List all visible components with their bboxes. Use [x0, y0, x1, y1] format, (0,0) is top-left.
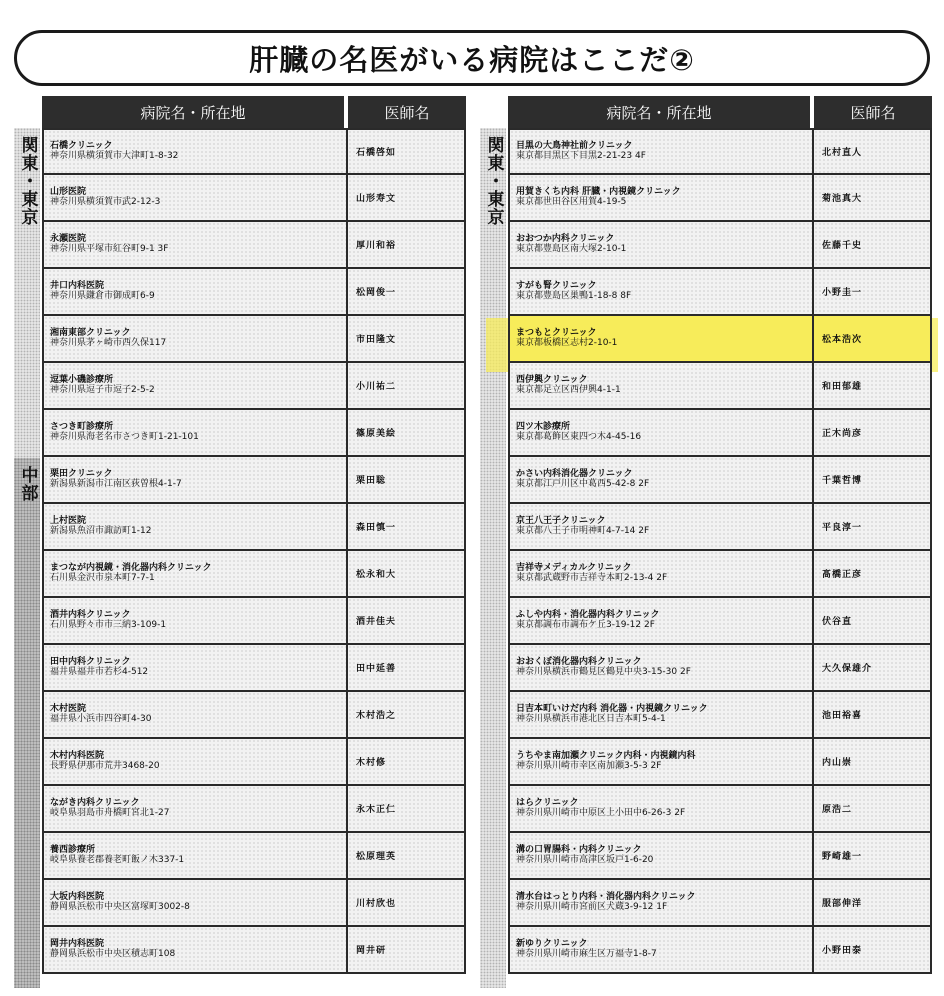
hospital-address: 神奈川県川崎市中原区上小田中6-26-3 2F: [516, 808, 686, 819]
hospital-name: 山形医院: [50, 186, 87, 197]
table-row: [42, 927, 466, 974]
hospital-name: 湘南東部クリニック: [50, 327, 131, 338]
hospital-address: 新潟県魚沼市諏訪町1-12: [50, 526, 152, 537]
title-banner: [14, 30, 930, 86]
hospital-cell: [42, 786, 348, 831]
doctor-name: 石橋啓如: [348, 130, 466, 173]
table-row: [42, 833, 466, 880]
hospital-name: 清水台はっとり内科・消化器内科クリニック: [516, 891, 696, 902]
doctor-name: 内山崇: [814, 739, 932, 784]
doctor-name: 大久保雄介: [814, 645, 932, 690]
table-row: [508, 880, 932, 927]
table-row: [42, 786, 466, 833]
hospital-cell: [508, 739, 814, 784]
hospital-cell: [42, 927, 348, 972]
hospital-cell: [42, 880, 348, 925]
table-row: [42, 269, 466, 316]
hospital-name: 目黒の大鳥神社前クリニック: [516, 140, 633, 151]
hospital-address: 静岡県浜松市中央区富塚町3002-8: [50, 902, 190, 913]
hospital-cell: [42, 175, 348, 220]
table-row: [508, 598, 932, 645]
region-label-kanto-right: 関東・東京: [483, 136, 504, 226]
hospital-address: 神奈川県逗子市逗子2-5-2: [50, 385, 155, 396]
hospital-name: 上村医院: [50, 515, 87, 526]
hospital-name: 溝の口胃腸科・内科クリニック: [516, 844, 642, 855]
hospital-name: 大坂内科医院: [50, 891, 105, 902]
hospital-name: まつなが内視鏡・消化器内科クリニック: [50, 562, 212, 573]
doctor-name: 酒井佳夫: [348, 598, 466, 643]
doctor-name: 岡井研: [348, 927, 466, 972]
doctor-name: 髙橋正彦: [814, 551, 932, 596]
table-row: [42, 457, 466, 504]
hospital-cell: [508, 598, 814, 643]
hospital-address: 石川県野々市市三納3-109-1: [50, 620, 167, 631]
hospital-name: おおくぼ消化器内科クリニック: [516, 656, 642, 667]
left-hospital-table: [42, 96, 466, 974]
hospital-address: 岐阜県養老郡養老町飯ノ木337-1: [50, 855, 185, 866]
table-row: [508, 692, 932, 739]
hospital-cell: [42, 551, 348, 596]
hospital-address: 神奈川県鎌倉市御成町6-9: [50, 291, 155, 302]
hospital-cell: [508, 551, 814, 596]
hospital-cell: [508, 363, 814, 408]
table-row: [42, 222, 466, 269]
hospital-name: 田中内科クリニック: [50, 656, 131, 667]
table-row: [42, 410, 466, 457]
right-table-header: [508, 96, 932, 128]
hospital-cell: [508, 410, 814, 455]
hospital-address: 岐阜県羽島市舟橋町宮北1-27: [50, 808, 170, 819]
hospital-name: 吉祥寺メディカルクリニック: [516, 562, 632, 573]
hospital-address: 東京都板橋区志村2-10-1: [516, 338, 618, 349]
hospital-address: 東京都葛飾区東四つ木4-45-16: [516, 432, 642, 443]
doctor-name: 松岡俊一: [348, 269, 466, 314]
hospital-cell: [42, 504, 348, 549]
hospital-cell: [42, 130, 348, 173]
region-marker-kanto-right: [480, 128, 506, 988]
hospital-cell: [42, 692, 348, 737]
hospital-cell: [508, 692, 814, 737]
hospital-name: 新ゆりクリニック: [516, 938, 588, 949]
hospital-cell: [42, 222, 348, 267]
table-row: [508, 645, 932, 692]
doctor-name: 松原理英: [348, 833, 466, 878]
hospital-address: 神奈川県横須賀市武2-12-3: [50, 197, 161, 208]
hospital-cell: [508, 786, 814, 831]
table-row: [42, 128, 466, 175]
table-row: [508, 128, 932, 175]
hospital-name: 木村内科医院: [50, 750, 105, 761]
hospital-cell: [42, 833, 348, 878]
left-header-doctor: 医師名: [348, 96, 466, 128]
right-header-doctor: 医師名: [814, 96, 932, 128]
doctor-name: 木村修: [348, 739, 466, 784]
hospital-name: 京王八王子クリニック: [516, 515, 606, 526]
doctor-name: 千葉哲博: [814, 457, 932, 502]
region-label-kanto-left: 関東・東京: [17, 136, 38, 226]
hospital-address: 神奈川県川崎市高津区坂戸1-6-20: [516, 855, 654, 866]
table-row: [42, 316, 466, 363]
hospital-cell: [42, 457, 348, 502]
table-row: [42, 363, 466, 410]
hospital-cell: [42, 410, 348, 455]
hospital-address: 東京都調布市調布ケ丘3-19-12 2F: [516, 620, 655, 631]
hospital-name: さつき町診療所: [50, 421, 114, 432]
hospital-cell: [508, 645, 814, 690]
doctor-name: 市田隆文: [348, 316, 466, 361]
hospital-name: はらクリニック: [516, 797, 579, 808]
hospital-address: 神奈川県横須賀市大津町1-8-32: [50, 151, 179, 162]
hospital-cell: [42, 269, 348, 314]
table-row: [508, 316, 932, 363]
hospital-cell: [42, 363, 348, 408]
hospital-cell: [508, 880, 814, 925]
hospital-address: 神奈川県川崎市幸区南加瀬3-5-3 2F: [516, 761, 662, 772]
hospital-address: 神奈川県横浜市鶴見区鶴見中央3-15-30 2F: [516, 667, 691, 678]
hospital-name: 永瀬医院: [50, 233, 87, 244]
doctor-name: 森田慎一: [348, 504, 466, 549]
hospital-name: 逗葉小磯診療所: [50, 374, 114, 385]
page-title: 肝臓の名医がいる病院はここだ②: [249, 42, 695, 77]
doctor-name: 菊池真大: [814, 175, 932, 220]
table-row: [42, 739, 466, 786]
doctor-name: 栗田聡: [348, 457, 466, 502]
doctor-name: 原浩二: [814, 786, 932, 831]
left-table-body: [42, 128, 466, 974]
doctor-name: 永木正仁: [348, 786, 466, 831]
doctor-name: 野崎雄一: [814, 833, 932, 878]
doctor-name: 北村直人: [814, 130, 932, 173]
region-marker-kanto-left: [14, 128, 40, 458]
hospital-address: 東京都八王子市明神町4-7-14 2F: [516, 526, 650, 537]
hospital-name: 四ツ木診療所: [516, 421, 571, 432]
hospital-name: 栗田クリニック: [50, 468, 113, 479]
table-row: [508, 739, 932, 786]
table-row: [508, 363, 932, 410]
table-row: [42, 504, 466, 551]
table-row: [508, 833, 932, 880]
doctor-name: 伏谷直: [814, 598, 932, 643]
hospital-cell: [42, 598, 348, 643]
table-row: [508, 551, 932, 598]
right-table-body: [508, 128, 932, 974]
table-row: [42, 692, 466, 739]
hospital-name: 酒井内科クリニック: [50, 609, 131, 620]
hospital-name: 木村医院: [50, 703, 87, 714]
table-row: [508, 175, 932, 222]
hospital-name: 養西診療所: [50, 844, 96, 855]
hospital-name: 日吉本町いけだ内科 消化器・内視鏡クリニック: [516, 703, 708, 714]
hospital-name: ふしや内科・消化器内科クリニック: [516, 609, 660, 620]
doctor-name: 池田裕喜: [814, 692, 932, 737]
table-row: [42, 598, 466, 645]
hospital-cell: [508, 175, 814, 220]
hospital-address: 神奈川県川崎市麻生区万福寺1-8-7: [516, 949, 657, 960]
hospital-name: 用賀きくち内科 肝臓・内視鏡クリニック: [516, 186, 681, 197]
hospital-address: 東京都世田谷区用賀4-19-5: [516, 197, 627, 208]
hospital-address: 石川県金沢市泉本町7-7-1: [50, 573, 155, 584]
doctor-name: 平良淳一: [814, 504, 932, 549]
hospital-cell: [508, 269, 814, 314]
hospital-address: 静岡県浜松市中央区積志町108: [50, 949, 176, 960]
hospital-name: おおつか内科クリニック: [516, 233, 615, 244]
hospital-address: 神奈川県海老名市さつき町1-21-101: [50, 432, 199, 443]
hospital-cell: [42, 645, 348, 690]
left-header-hospital: 病院名・所在地: [42, 96, 348, 128]
hospital-name: まつもとクリニック: [516, 327, 597, 338]
hospital-address: 東京都江戸川区中葛西5-42-8 2F: [516, 479, 650, 490]
table-row: [508, 504, 932, 551]
hospital-cell: [508, 457, 814, 502]
doctor-name: 松本浩次: [814, 316, 932, 361]
doctor-name: 山形寿文: [348, 175, 466, 220]
doctor-name: 和田郁雄: [814, 363, 932, 408]
hospital-address: 東京都武蔵野市吉祥寺本町2-13-4 2F: [516, 573, 668, 584]
hospital-address: 福井県福井市若杉4-512: [50, 667, 149, 678]
hospital-name: うちやま南加瀬クリニック内科・内視鏡内科: [516, 750, 696, 761]
table-row: [508, 786, 932, 833]
table-row: [42, 551, 466, 598]
hospital-address: 福井県小浜市四谷町4-30: [50, 714, 152, 725]
table-row: [42, 175, 466, 222]
doctor-name: 篠原美絵: [348, 410, 466, 455]
region-label-chubu: 中部: [17, 466, 38, 502]
doctor-name: 田中延善: [348, 645, 466, 690]
doctor-name: 小野圭一: [814, 269, 932, 314]
table-row: [508, 457, 932, 504]
hospital-address: 神奈川県川崎市宮前区犬蔵3-9-12 1F: [516, 902, 668, 913]
region-marker-chubu: [14, 458, 40, 988]
doctor-name: 川村欣也: [348, 880, 466, 925]
hospital-name: 石橋クリニック: [50, 140, 113, 151]
hospital-cell: [508, 833, 814, 878]
hospital-cell: [508, 130, 814, 173]
table-row: [42, 880, 466, 927]
hospital-cell: [42, 739, 348, 784]
hospital-cell: [42, 316, 348, 361]
hospital-name: かさい内科消化器クリニック: [516, 468, 633, 479]
hospital-cell: [508, 316, 814, 361]
hospital-address: 東京都豊島区巣鴨1-18-8 8F: [516, 291, 632, 302]
doctor-name: 小野田泰: [814, 927, 932, 972]
hospital-address: 東京都足立区西伊興4-1-1: [516, 385, 621, 396]
right-header-hospital: 病院名・所在地: [508, 96, 814, 128]
hospital-address: 新潟県新潟市江南区荻曽根4-1-7: [50, 479, 182, 490]
hospital-address: 長野県伊那市荒井3468-20: [50, 761, 160, 772]
hospital-name: すがも腎クリニック: [516, 280, 597, 291]
hospital-cell: [508, 927, 814, 972]
right-hospital-table: [508, 96, 932, 974]
doctor-name: 正木尚彦: [814, 410, 932, 455]
doctor-name: 木村浩之: [348, 692, 466, 737]
doctor-name: 厚川和裕: [348, 222, 466, 267]
doctor-name: 松永和大: [348, 551, 466, 596]
hospital-cell: [508, 222, 814, 267]
table-row: [508, 927, 932, 974]
hospital-name: 井口内科医院: [50, 280, 105, 291]
doctor-name: 佐藤千史: [814, 222, 932, 267]
hospital-address: 神奈川県平塚市紅谷町9-1 3F: [50, 244, 169, 255]
table-row: [508, 410, 932, 457]
hospital-name: 西伊興クリニック: [516, 374, 588, 385]
hospital-cell: [508, 504, 814, 549]
hospital-address: 神奈川県横浜市港北区日吉本町5-4-1: [516, 714, 666, 725]
doctor-name: 服部伸洋: [814, 880, 932, 925]
doctor-name: 小川祐二: [348, 363, 466, 408]
hospital-name: 岡井内科医院: [50, 938, 105, 949]
table-row: [42, 645, 466, 692]
table-row: [508, 269, 932, 316]
hospital-address: 東京都目黒区下目黒2-21-23 4F: [516, 151, 646, 162]
table-row: [508, 222, 932, 269]
left-table-header: [42, 96, 466, 128]
hospital-address: 神奈川県茅ヶ崎市西久保117: [50, 338, 167, 349]
hospital-address: 東京都豊島区南大塚2-10-1: [516, 244, 627, 255]
hospital-name: ながき内科クリニック: [50, 797, 140, 808]
